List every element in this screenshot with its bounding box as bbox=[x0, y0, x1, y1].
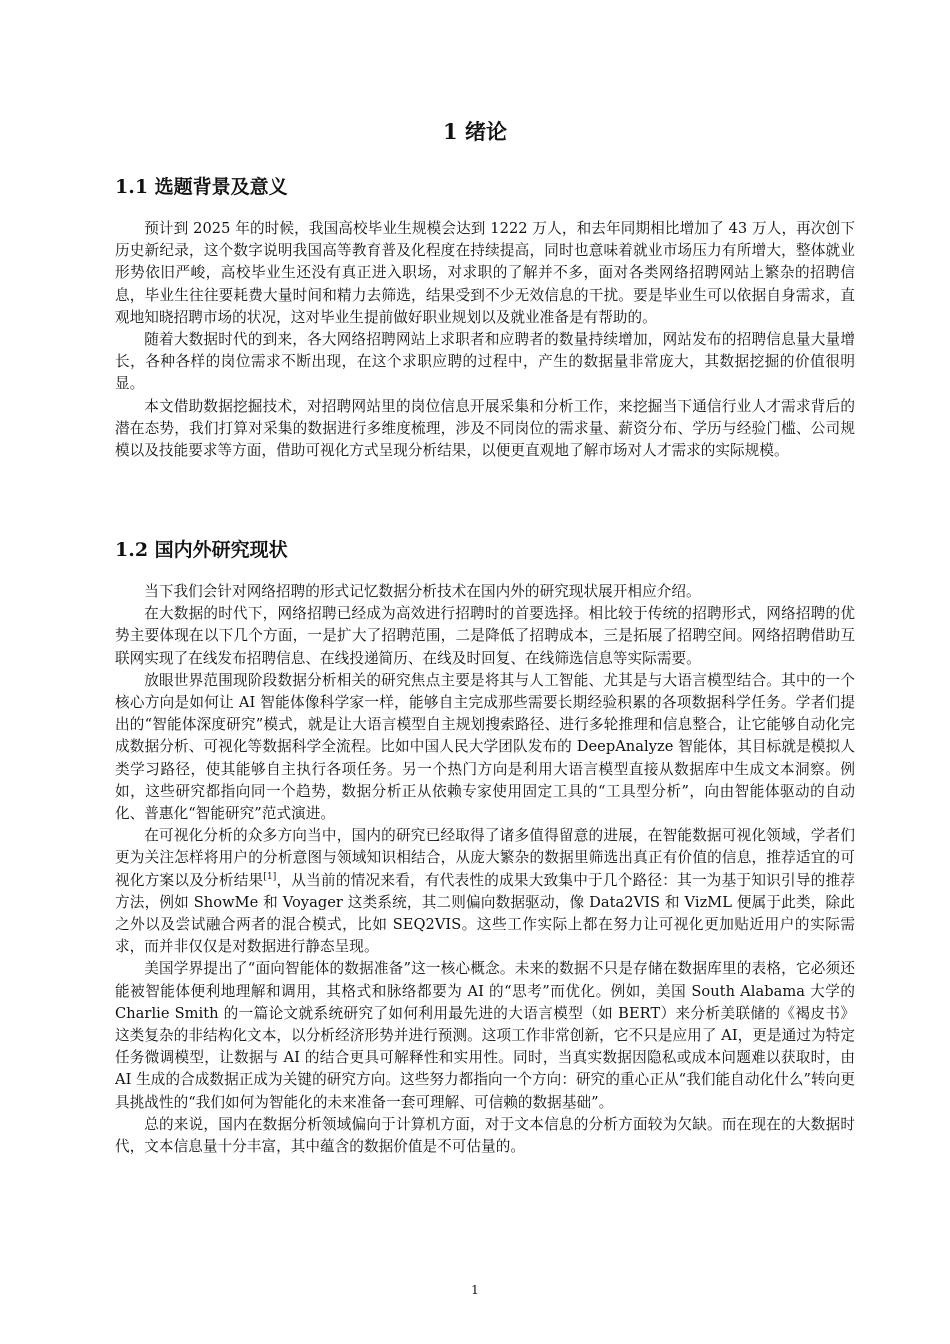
paragraph-with-citation bbox=[115, 825, 855, 958]
paragraph: 美国学界提出了“面向智能体的数据准备”这一核心概念。未来的数据不只是存储在数据库里的表格，它必须还能被智能体便利地理解和调用，其格式和脉络都要为 AI 的“思考”而优化。例如，美国 South Alabama 大学的 Charlie Smith 的一篇论文就系统研究了如何利用最先进的大语言模型（如 BERT）来分析美联储的《褐皮书》这类复杂的非结构化文本，以分析经济形势并进行预测。这项工作非常创新，它不只是应用了 AI，更是通过为特定任务微调模型，让数据与 AI 的结合更具可解释性和实用性。同时，当真实数据因隐私或成本问题难以获取时，由 AI 生成的合成数据正成为关键的研究方向。这些努力都指向一个方向：研究的重心正从“我们能自动化什么”转向更具挑战性的“我们如何为智能化的未来准备一套可理解、可信赖的数据基础”。 bbox=[115, 960, 855, 1111]
paragraph-text: 在可视化分析的众多方向当中，国内的研究已经取得了诸多值得留意的进展，在智能数据可视化领域，学者们更为关注怎样将用户的分析意图与领域知识相结合，从庞大繁杂的数据里筛选出真正有价值的信息，推荐适宜的可视化方案以及分析结果 bbox=[115, 827, 855, 889]
paragraph: 本文借助数据挖掘技术，对招聘网站里的岗位信息开展采集和分析工作，来挖掘当下通信行业人才需求背后的潜在态势，我们打算对采集的数据进行多维度梳理，涉及不同岗位的需求量、薪资分布、学历与经验门槛、公司规模以及技能要求等方面，借助可视化方式呈现分析结果，以便更直观地了解市场对人才需求的实际规模。 bbox=[115, 397, 855, 460]
paragraph: 预计到 2025 年的时候，我国高校毕业生规模会达到 1222 万人，和去年同期相比增加了 43 万人，再次创下历史新纪录，这个数字说明我国高等教育普及化程度在持续提高，同时也意味着就业市场压力有所增大，整体就业形势依旧严峻，高校毕业生还没有真正进入职场，对求职的了解并不多，面对各类网络招聘网站上繁杂的招聘信息，毕业生往往要耗费大量时间和精力去筛选，结果受到不少无效信息的干扰。要是毕业生可以依据自身需求，直观地知晓招聘市场的状况，这对毕业生提前做好职业规划以及就业准备是有帮助的。 bbox=[115, 220, 855, 326]
section-title: 1.2 国内外研究现状 bbox=[115, 539, 288, 561]
section-title: 1.1 选题背景及意义 bbox=[115, 176, 288, 198]
paragraph: 当下我们会针对网络招聘的形式记忆数据分析技术在国内外的研究现状展开相应介绍。 bbox=[144, 583, 701, 600]
paragraph-text: ，从当前的情况来看，有代表性的成果大致集中于几个路径：其一为基于知识引导的推荐方法，例如 ShowMe 和 Voyager 这类系统，其二则偏向数据驱动，像 Data2VIS 和 VizML 便属于此类，除此之外以及尝试融合两者的混合模式，比如 SEQ2VIS。这些工作实际上都在努力让可视化更加贴近用户的实际需求，而并非仅仅是对数据进行静态呈现。 bbox=[115, 871, 855, 956]
paragraph: 在大数据的时代下，网络招聘已经成为高效进行招聘时的首要选择。相比较于传统的招聘形式，网络招聘的优势主要体现在以下几个方面，一是扩大了招聘范围，二是降低了招聘成本，三是拓展了招聘空间。网络招聘借助互联网实现了在线发布招聘信息、在线投递简历、在线及时回复、在线筛选信息等实际需要。 bbox=[115, 605, 855, 667]
paragraph: 随着大数据时代的到来，各大网络招聘网站上求职者和应聘者的数量持续增加，网站发布的招聘信息量大量增长，各种各样的岗位需求不断出现，在这个求职应聘的过程中，产生的数据量非常庞大，其数据挖掘的价值很明显。 bbox=[115, 331, 855, 393]
paragraph: 总的来说，国内在数据分析领域偏向于计算机方面，对于文本信息的分析方面较为欠缺。而在现在的大数据时代，文本信息量十分丰富，其中蕴含的数据价值是不可估量的。 bbox=[115, 1115, 855, 1156]
section-research-status bbox=[115, 535, 855, 1158]
paragraph: 放眼世界范围现阶段数据分析相关的研究焦点主要是将其与人工智能、尤其是与大语言模型结合。其中的一个核心方向是如何让 AI 智能体像科学家一样，能够自主完成那些需要长期经验积累的各项数据科学任务。学者们提出的“智能体深度研究”模式，就是让大语言模型自主规划搜索路径、进行多轮推理和信息整合，让它能够自动化完成数据分析、可视化等数据科学全流程。比如中国人民大学团队发布的 DeepAnalyze 智能体，其目标就是模拟人类学习路径，使其能够自主执行各项任务。另一个热门方向是利用大语言模型直接从数据库中生成文本洞察。例如，这些研究都指向同一个趋势，数据分析正从依赖专家使用固定工具的“工具型分析”，向由智能体驱动的自动化、普惠化“智能研究”范式演进。 bbox=[115, 671, 855, 823]
section-background bbox=[115, 172, 855, 462]
page-number: 1 bbox=[471, 1283, 479, 1297]
chapter-title: 1 绪论 bbox=[443, 119, 507, 144]
citation-mark[interactable]: [1] bbox=[263, 871, 277, 882]
